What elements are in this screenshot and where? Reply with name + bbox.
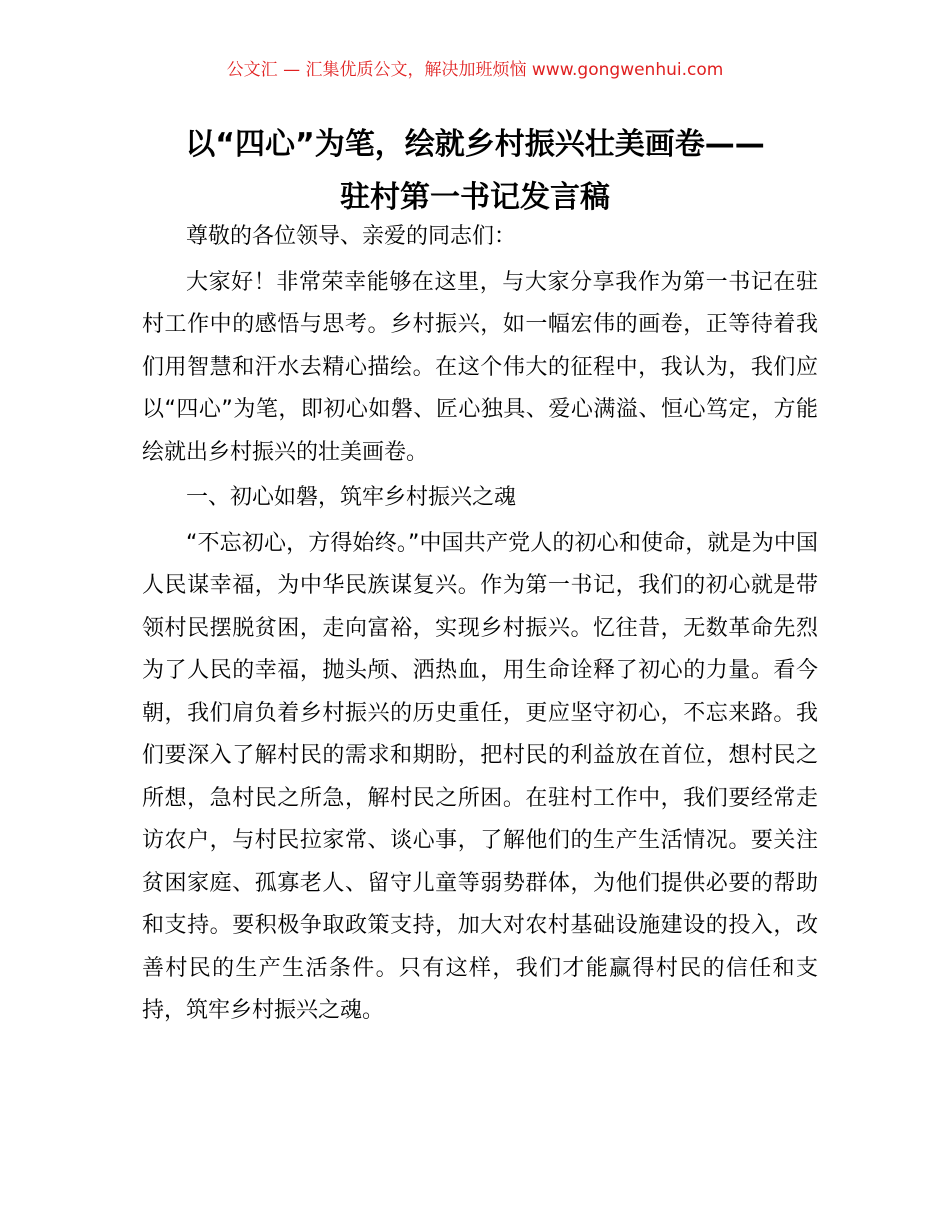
- title-line-2: 驻村第一书记发言稿: [340, 180, 610, 215]
- document-body: [142, 216, 818, 1036]
- title-line-1: 以“四心”为笔，绘就乡村振兴壮美画卷——: [185, 127, 765, 162]
- section-heading-1: 一、初心如磐，筑牢乡村振兴之魂: [186, 485, 517, 510]
- site-header-watermark: 公文汇 — 汇集优质公文，解决加班烦恼 www.gongwenhui.com: [226, 60, 724, 80]
- paragraph-intro: 大家好！非常荣幸能够在这里，与大家分享我作为第一书记在驻村工作中的感悟与思考。乡村振兴，如一幅宏伟的画卷，正等待着我们用智慧和汗水去精心描绘。在这个伟大的征程中，我认为，我们应以“四心”为笔，即初心如磐、匠心独具、爱心满溢、恒心笃定，方能绘就出乡村振兴的壮美画卷。: [142, 269, 818, 465]
- document-title: [100, 118, 850, 224]
- salutation: 尊敬的各位领导、亲爱的同志们：: [186, 224, 517, 249]
- paragraph-section-1: “不忘初心，方得始终。”中国共产党人的初心和使命，就是为中国人民谋幸福，为中华民族谋复兴。作为第一书记，我们的初心就是带领村民摆脱贫困，走向富裕，实现乡村振兴。忆往昔，无数革命先烈为了人民的幸福，抛头颅、洒热血，用生命诠释了初心的力量。看今朝，我们肩负着乡村振兴的历史重任，更应坚守初心，不忘来路。我们要深入了解村民的需求和期盼，把村民的利益放在首位，想村民之所想，急村民之所急，解村民之所困。在驻村工作中，我们要经常走访农户，与村民拉家常、谈心事，了解他们的生产生活情况。要关注贫困家庭、孤寡老人、留守儿童等弱势群体，为他们提供必要的帮助和支持。要积极争取政策支持，加大对农村基础设施建设的投入，改善村民的生产生活条件。只有这样，我们才能赢得村民的信任和支持，筑牢乡村振兴之魂。: [142, 530, 818, 1023]
